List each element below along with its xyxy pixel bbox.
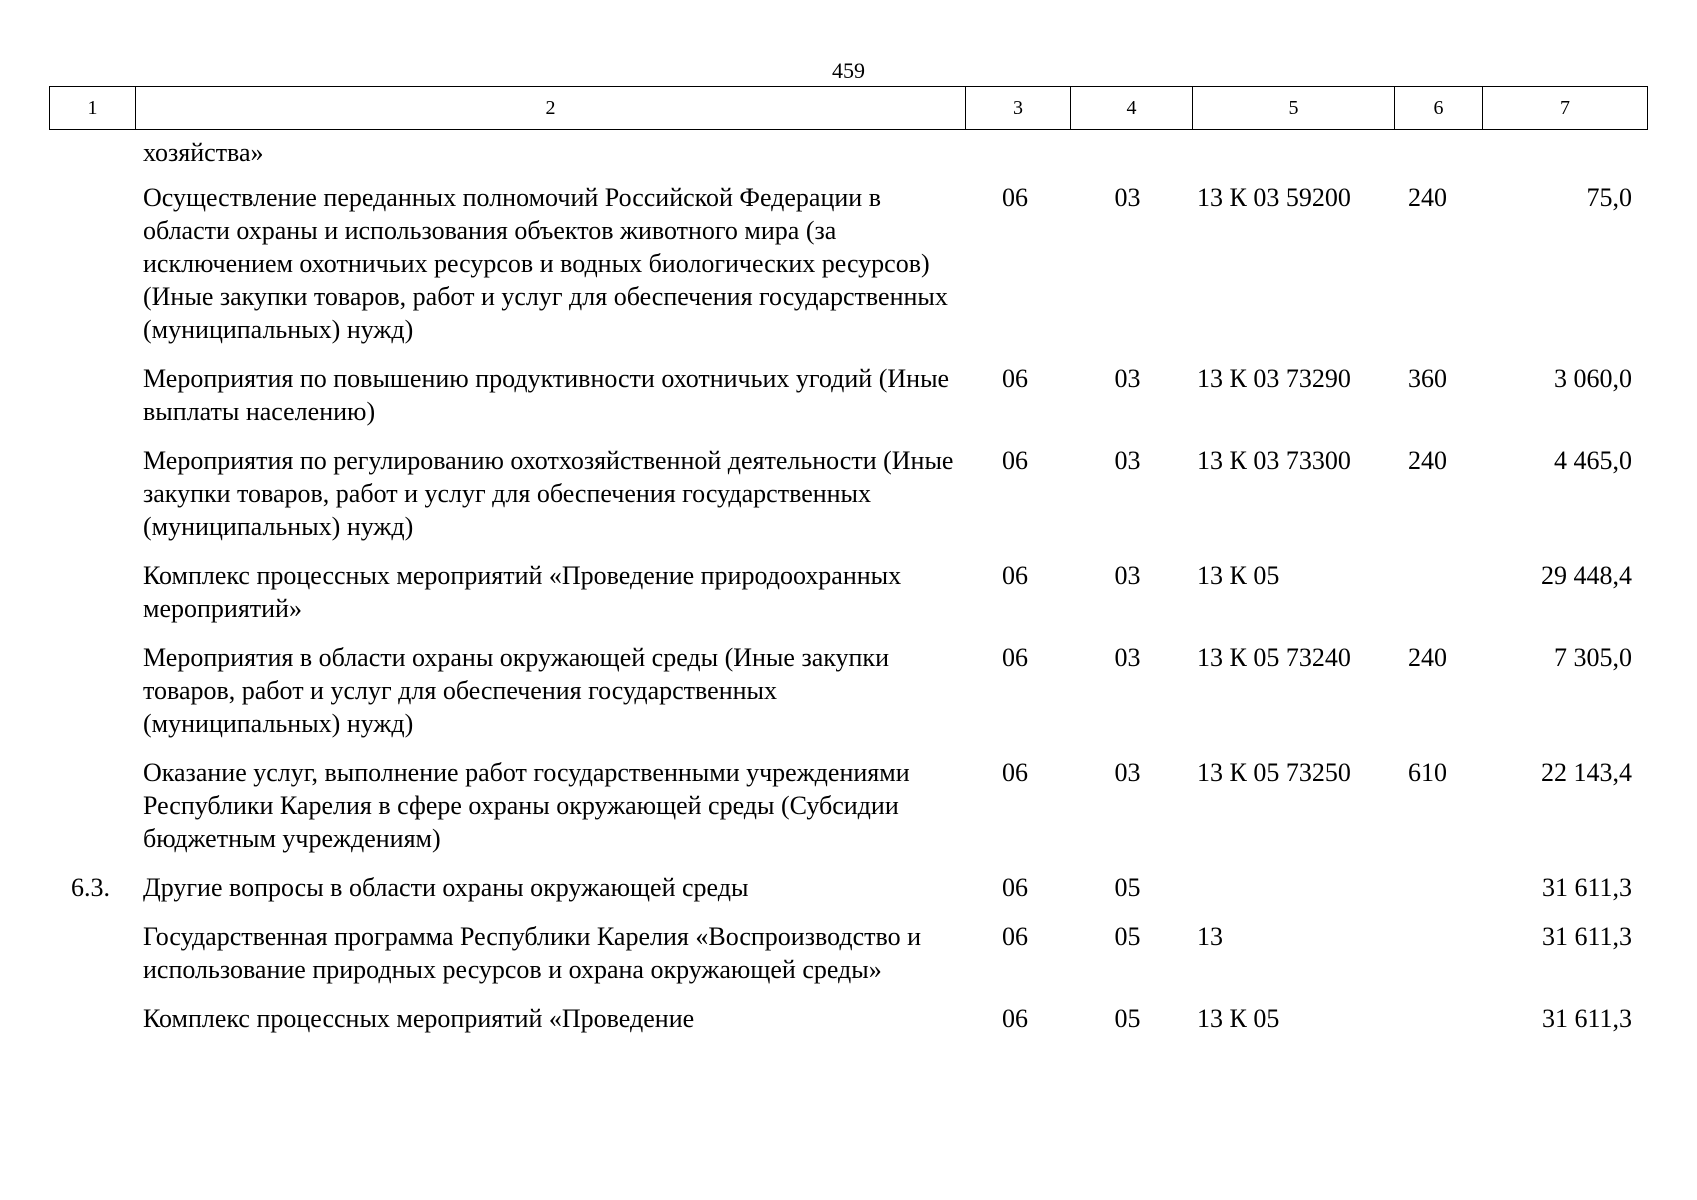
table-row: [49, 1002, 1640, 1051]
row-amount: 3 060,0: [1554, 364, 1632, 393]
table-row: [49, 559, 1640, 641]
row-section: [963, 136, 1067, 181]
row-amount: 29 448,4: [1541, 561, 1632, 590]
table-row: [49, 871, 1640, 920]
row-name: Другие вопросы в области охраны окружающей среды: [143, 873, 749, 902]
row-target-article: 13 К 05 73240: [1197, 643, 1351, 672]
row-number: [49, 362, 134, 444]
row-subsection: [1067, 136, 1188, 181]
row-expense-type: [1389, 920, 1476, 1002]
row-expense-type: 240: [1408, 643, 1447, 672]
table-row: [49, 362, 1640, 444]
header-col-7: 7: [1483, 87, 1648, 130]
row-amount: [1476, 136, 1640, 181]
row-name: Оказание услуг, выполнение работ государственными учреждениями Республики Карелия в сфере охраны окружающей среды (Субсидии бюджетным учреждениям): [143, 758, 910, 853]
row-number: [49, 444, 134, 559]
row-name: Мероприятия по повышению продуктивности охотничьих угодий (Иные выплаты населению): [143, 364, 950, 426]
table-row: [49, 756, 1640, 871]
row-number: [49, 181, 134, 362]
row-target-article: 13 К 05 73250: [1197, 758, 1351, 787]
row-name: Мероприятия по регулированию охотхозяйственной деятельности (Иные закупки товаров, работ и услуг для обеспечения государственных (муниципальных) нужд): [143, 446, 954, 541]
row-expense-type: 360: [1408, 364, 1447, 393]
row-section: 06: [1002, 758, 1028, 787]
row-name: Комплекс процессных мероприятий «Проведение: [143, 1004, 695, 1033]
row-subsection: 03: [1114, 364, 1141, 393]
row-number: [49, 136, 134, 181]
row-subsection: 05: [1114, 922, 1141, 951]
row-name: Осуществление переданных полномочий Российской Федерации в области охраны и использования объектов животного мира (за исключением охотничьих ресурсов и водных биологических ресурсов) (Иные закупки товаров, работ и услуг для обеспечения государственных (муниципальных) нужд): [143, 183, 948, 344]
row-name: Мероприятия в области охраны окружающей среды (Иные закупки товаров, работ и услуг для обеспечения государственных (муниципальных) нужд): [143, 643, 889, 738]
row-number: [49, 1002, 134, 1051]
row-subsection: 03: [1114, 446, 1141, 475]
row-section: 06: [1002, 1004, 1028, 1033]
row-target-article: 13 К 05: [1197, 1004, 1280, 1033]
row-subsection: 03: [1114, 183, 1141, 212]
row-target-article: 13 К 03 59200: [1197, 183, 1351, 212]
table-header: [49, 86, 1648, 130]
row-expense-type: 240: [1408, 446, 1447, 475]
page-number: 459: [832, 58, 865, 83]
row-expense-type: 610: [1408, 758, 1447, 787]
row-amount: 7 305,0: [1554, 643, 1632, 672]
row-target-article: [1188, 871, 1389, 920]
header-col-1: 1: [50, 87, 136, 130]
table-row: [49, 641, 1640, 756]
row-name: Государственная программа Республики Карелия «Воспроизводство и использование природных ресурсов и охрана окружающей среды»: [143, 922, 921, 984]
row-expense-type: [1389, 871, 1476, 920]
row-target-article: 13 К 03 73300: [1197, 446, 1351, 475]
header-col-3: 3: [966, 87, 1071, 130]
row-section: 06: [1002, 183, 1028, 212]
row-section: 06: [1002, 364, 1028, 393]
header-col-2: 2: [136, 87, 966, 130]
row-name: хозяйства»: [143, 138, 264, 167]
header-col-6: 6: [1395, 87, 1483, 130]
table-row: [49, 136, 1640, 181]
row-expense-type: [1389, 1002, 1476, 1051]
row-amount: 22 143,4: [1541, 758, 1632, 787]
row-subsection: 03: [1114, 561, 1141, 590]
row-expense-type: [1389, 136, 1476, 181]
row-amount: 4 465,0: [1554, 446, 1632, 475]
row-expense-type: [1389, 559, 1476, 641]
row-subsection: 03: [1114, 758, 1141, 787]
row-target-article: 13: [1197, 922, 1223, 951]
row-subsection: 03: [1114, 643, 1141, 672]
row-subsection: 05: [1114, 873, 1141, 902]
header-col-4: 4: [1071, 87, 1193, 130]
row-name: Комплекс процессных мероприятий «Проведение природоохранных мероприятий»: [143, 561, 902, 623]
table-row: [49, 920, 1640, 1002]
row-section: 06: [1002, 873, 1028, 902]
row-amount: 31 611,3: [1541, 922, 1632, 951]
budget-table: [49, 136, 1640, 1051]
row-section: 06: [1002, 922, 1028, 951]
header-col-5: 5: [1193, 87, 1395, 130]
row-amount: 31 611,3: [1541, 1004, 1632, 1033]
table-row: [49, 444, 1640, 559]
row-target-article: 13 К 03 73290: [1197, 364, 1351, 393]
row-subsection: 05: [1114, 1004, 1141, 1033]
row-number: [49, 756, 134, 871]
row-section: 06: [1002, 643, 1028, 672]
row-target-article: 13 К 05: [1197, 561, 1280, 590]
table-row: [49, 181, 1640, 362]
row-number: [49, 641, 134, 756]
row-section: 06: [1002, 561, 1028, 590]
row-number: [49, 920, 134, 1002]
row-target-article: [1188, 136, 1389, 181]
row-expense-type: 240: [1408, 183, 1447, 212]
row-amount: 31 611,3: [1541, 873, 1632, 902]
row-number: 6.3.: [71, 873, 110, 902]
row-amount: 75,0: [1586, 183, 1632, 212]
row-number: [49, 559, 134, 641]
row-section: 06: [1002, 446, 1028, 475]
